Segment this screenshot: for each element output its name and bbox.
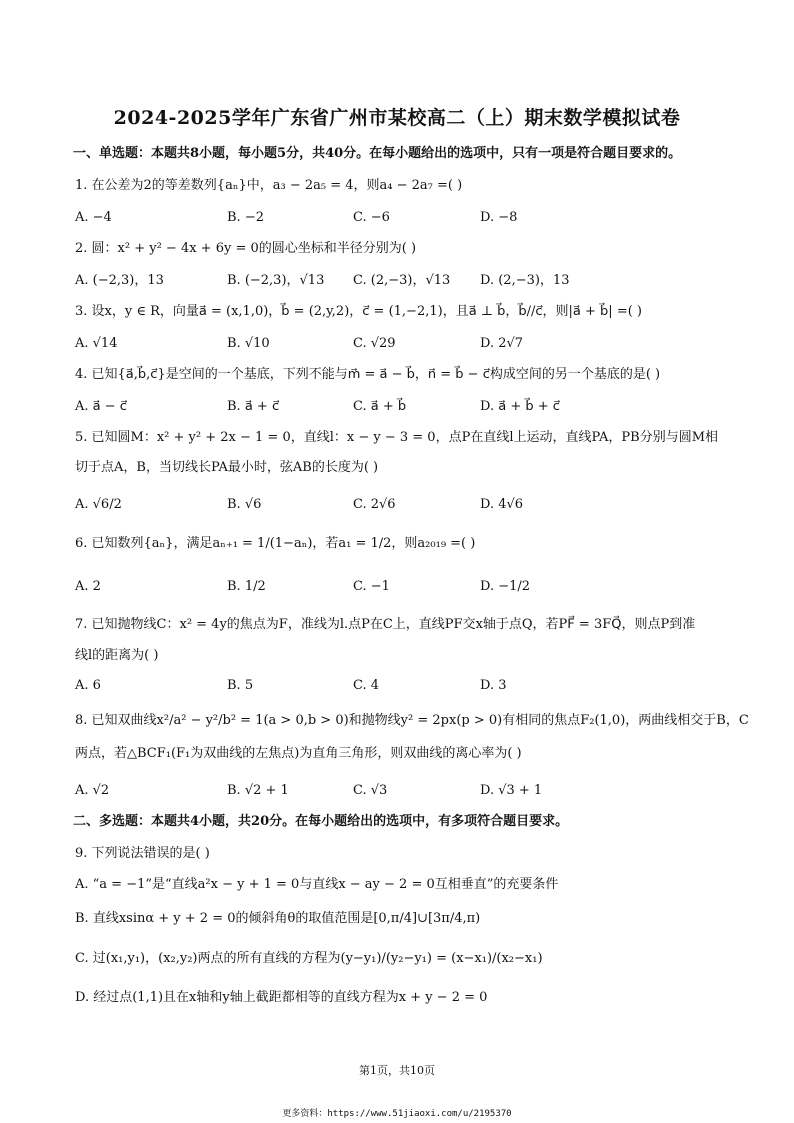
option-c: C. a⃗ + b⃗ [353,399,407,414]
option-c: C. √3 [353,783,388,798]
question-9: 9. 下列说法错误的是( ) [75,846,210,861]
option-b: B. −2 [227,210,264,225]
option-a: A. 2 [75,579,101,594]
option-b: B. √6 [227,497,262,512]
option-c: C. 4 [353,678,380,693]
question-6: 6. 已知数列{aₙ}，满足aₙ₊₁ = 1/(1−aₙ)，若a₁ = 1/2，则a₂₀₁₉ =( ) [75,536,476,551]
section-heading-single-choice: 一、单选题：本题共8小题，每小题5分，共40分。在每小题给出的选项中，只有一项是符合题目要求的。 [73,146,682,161]
option-a: A. −4 [75,210,112,225]
question-8-line-2: 两点，若△BCF₁(F₁为双曲线的左焦点)为直角三角形，则双曲线的离心率为( ) [75,746,522,761]
question-9-option-a: A. “a = −1”是“直线a²x − y + 1 = 0与直线x − ay − 2 = 0互相垂直”的充要条件 [75,877,559,892]
option-b: B. √2 + 1 [227,783,289,798]
option-a: A. a⃗ − c⃗ [75,399,127,414]
option-b: B. 1/2 [227,579,266,594]
question-9-option-d: D. 经过点(1,1)且在x轴和y轴上截距都相等的直线方程为x + y − 2 = 0 [75,990,488,1005]
option-a: A. √2 [75,783,110,798]
question-7-line-1: 7. 已知抛物线C：x² = 4y的焦点为F，准线为l.点P在C上，直线PF交x轴于点Q，若PF⃗ = 3FQ⃗，则点P到准 [75,617,696,632]
question-1: 1. 在公差为2的等差数列{aₙ}中，a₃ − 2a₅ = 4，则a₄ − 2a₇ =( ) [75,178,463,193]
option-a: A. √14 [75,336,118,351]
question-7-line-2: 线l的距离为( ) [75,648,159,663]
source-link[interactable]: 更多资料：https://www.51jiaoxi.com/u/2195370 [282,1109,512,1119]
question-2: 2. 圆：x² + y² − 4x + 6y = 0的圆心坐标和半径分别为( ) [75,241,417,256]
question-9-option-b: B. 直线xsinα + y + 2 = 0的倾斜角θ的取值范围是[0,π/4]∪[3π/4,π) [75,911,481,926]
option-a: A. (−2,3)，13 [75,273,164,288]
option-c: C. −1 [353,579,390,594]
option-d: D. (2,−3)，13 [480,273,570,288]
option-c: C. (2,−3)，√13 [353,273,451,288]
question-4: 4. 已知{a⃗,b⃗,c⃗}是空间的一个基底，下列不能与m⃗ = a⃗ − b⃗，n⃗ = b⃗ − c⃗构成空间的另一个基底的是( ) [75,367,661,382]
option-c: C. √29 [353,336,396,351]
option-b: B. √10 [227,336,270,351]
option-b: B. a⃗ + c⃗ [227,399,280,414]
question-8-line-1: 8. 已知双曲线x²/a² − y²/b² = 1(a > 0,b > 0)和抛物线y² = 2px(p > 0)有相同的焦点F₂(1,0)，两曲线相交于B，C [75,713,749,728]
option-b: B. (−2,3)，√13 [227,273,325,288]
option-d: D. 3 [480,678,507,693]
option-a: A. 6 [75,678,101,693]
section-heading-multi-choice: 二、多选题：本题共4小题，共20分。在每小题给出的选项中，有多项符合题目要求。 [73,814,569,829]
option-d: D. −8 [480,210,518,225]
question-5-line-2: 切于点A，B，当切线长PA最小时，弦AB的长度为( ) [75,460,379,475]
option-c: C. −6 [353,210,390,225]
page-number: 第1页，共10页 [359,1064,435,1077]
page-title: 2024-2025学年广东省广州市某校高二（上）期末数学模拟试卷 [113,107,681,129]
question-9-option-c: C. 过(x₁,y₁)，(x₂,y₂)两点的所有直线的方程为(y−y₁)/(y₂−y₁) = (x−x₁)/(x₂−x₁) [75,951,543,966]
option-a: A. √6/2 [75,497,122,512]
option-d: D. √3 + 1 [480,783,543,798]
question-3: 3. 设x，y ∈ R，向量a⃗ = (x,1,0)，b⃗ = (2,y,2)，c⃗ = (1,−2,1)，且a⃗ ⊥ b⃗，b⃗//c⃗，则|a⃗ + b⃗| =( ) [75,304,642,319]
option-d: D. 2√7 [480,336,524,351]
option-b: B. 5 [227,678,254,693]
option-d: D. −1/2 [480,579,531,594]
option-c: C. 2√6 [353,497,396,512]
question-5-line-1: 5. 已知圆M：x² + y² + 2x − 1 = 0，直线l：x − y − 3 = 0，点P在直线l上运动，直线PA，PB分别与圆M相 [75,430,719,445]
option-d: D. 4√6 [480,497,524,512]
option-d: D. a⃗ + b⃗ + c⃗ [480,399,560,414]
